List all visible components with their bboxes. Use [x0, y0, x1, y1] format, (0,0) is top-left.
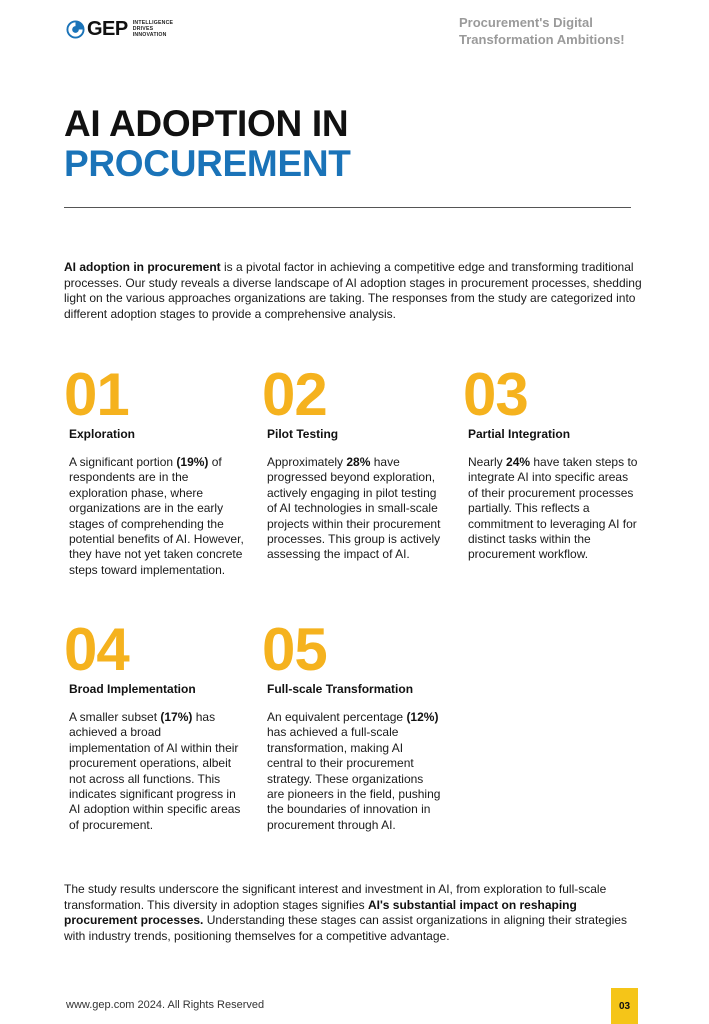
stage-title: Broad Implementation	[69, 682, 196, 696]
page-title: AI ADOPTION IN	[64, 103, 349, 144]
stage-number: 01	[64, 361, 129, 428]
stage-number: 03	[463, 361, 528, 428]
stage-number: 04	[64, 616, 129, 683]
page-number: 03	[618, 1000, 631, 1012]
document-title: Procurement's Digital Transformation Ambitions!	[459, 15, 625, 47]
gep-logo	[66, 19, 173, 39]
stage-description: Nearly 24% have taken steps to integrate AI into specific areas of their procurement processes partially. This reflects a commitment to leveraging AI for distinct tasks within the procurement workflow.	[468, 455, 638, 562]
stage-title: Full-scale Transformation	[267, 682, 414, 696]
stage-title: Exploration	[69, 427, 136, 441]
logo-tagline: INTELLIGENCE DRIVES INNOVATION	[132, 20, 174, 38]
stage-description: A smaller subset (17%) has achieved a broad implementation of AI within their procurement operations, albeit not across all functions. This indicates significant progress in AI adoption within specific areas of procurement.	[69, 710, 241, 832]
page-title-highlight: PROCUREMENT	[64, 143, 351, 184]
page-number-badge	[611, 988, 638, 1024]
intro-paragraph: AI adoption in procurement is a pivotal factor in achieving a competitive edge and transforming traditional processes. Our study reveals a diverse landscape of AI adoption stages in procurement processes, shedding light on the various approaches organizations are taking. The responses from the study are categorized into different adoption stages to provide a comprehensive analysis.	[64, 260, 642, 321]
stage-card-broad-implementation	[64, 616, 244, 833]
footer-copyright: www.gep.com 2024. All Rights Reserved	[66, 999, 265, 1011]
stage-description: An equivalent percentage (12%) has achieved a full-scale transformation, making AI central to their procurement strategy. These organizations are pioneers in the field, pushing the boundaries of innovation in procurement through AI.	[267, 710, 441, 832]
stage-card-pilot-testing	[262, 361, 442, 563]
stage-description: A significant portion (19%) of respondents are in the exploration phase, where organizations are in the early stages of comprehending the potential benefits of AI. However, they have not yet taken concrete steps toward implementation.	[69, 455, 244, 577]
stage-title: Pilot Testing	[267, 427, 339, 441]
conclusion-paragraph: The study results underscore the significant interest and investment in AI, from exploration to full-scale transformation. This diversity in adoption stages signifies AI's substantial impact on reshaping procurement processes. Understanding these stages can assist organizations in aligning their strategies with industry trends, positioning themselves for a competitive advantage.	[64, 882, 627, 943]
logo-wordmark: GEP	[87, 18, 128, 40]
gep-swirl-icon	[66, 20, 85, 39]
stage-title: Partial Integration	[468, 427, 571, 441]
stage-card-full-scale-transformation	[262, 616, 442, 833]
stage-number: 02	[262, 361, 327, 428]
title-divider	[64, 207, 631, 208]
stage-number: 05	[262, 616, 327, 683]
stage-card-partial-integration	[463, 361, 641, 563]
stage-description: Approximately 28% have progressed beyond exploration, actively engaging in pilot testing of AI technologies in small-scale projects within their procurement processes. This group is actively assessing the impact of AI.	[267, 455, 441, 562]
stage-card-exploration	[64, 361, 244, 578]
